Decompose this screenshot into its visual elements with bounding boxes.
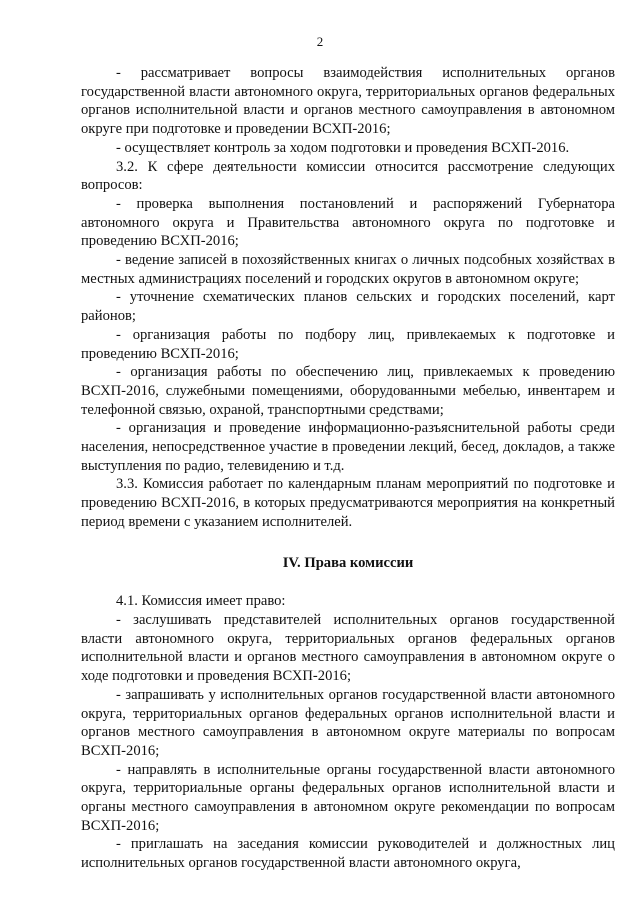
document-body [81,64,615,873]
paragraph: - направлять в исполнительные органы государственной власти автономного округа, территориальные органы федеральных органов исполнительной власти и органы местного самоуправления в автономном округе рекомендации по вопросам ВСХП-2016; [81,761,615,834]
section-heading: IV. Права комиссии [282,554,414,571]
paragraph: - рассматривает вопросы взаимодействия исполнительных органов государственной власти автономного округа, территориальных органов федеральных органов исполнительной власти и органов местного самоуправления в автономном округе при подготовке и проведении ВСХП-2016; [81,65,615,138]
paragraph: 3.2. К сфере деятельности комиссии относится рассмотрение следующих вопросов: [81,158,615,194]
paragraph: - организация работы по обеспечению лиц, привлекаемых к проведению ВСХП-2016, служебными помещениями, оборудованными мебелью, инвентарем и телефонной связью, охраной, транспортными средствами; [81,364,615,418]
paragraph: - организация работы по подбору лиц, привлекаемых к подготовке и проведению ВСХП-2016; [81,326,615,362]
paragraph: - проверка выполнения постановлений и распоряжений Губернатора автономного округа и Правительства автономного округа по подготовке и проведению ВСХП-2016; [81,195,615,250]
paragraph: - запрашивать у исполнительных органов государственной власти автономного округа, территориальных органов федеральных органов исполнительной власти и органов местного самоуправления в автономном округе материалы по вопросам ВСХП-2016; [81,686,615,759]
paragraph: - осуществляет контроль за ходом подготовки и проведения ВСХП-2016. [116,139,570,156]
paragraph: - организация и проведение информационно-разъяснительной работы среди населения, непосредственное участие в проведении лекций, бесед, докладов, а также выступления по радио, телевидению и т.д. [81,420,615,474]
paragraph: - заслушивать представителей исполнительных органов государственной власти автономного округа, территориальных органов федеральных органов исполнительной власти и органов местного самоуправления в автономном округе о ходе подготовки и проведения ВСХП-2016; [81,611,615,685]
paragraph: - ведение записей в похозяйственных книгах о личных подсобных хозяйствах в местных администрациях поселений и городских округов в автономном округе; [81,252,615,287]
paragraph: - приглашать на заседания комиссии руководителей и должностных лиц исполнительных органов государственной власти автономного округа, [81,836,615,872]
paragraph: 3.3. Комиссия работает по календарным планам мероприятий по подготовке и проведению ВСХП-2016, в которых предусматриваются мероприятия на конкретный период времени с указанием исполнителей. [81,476,615,530]
paragraph: 4.1. Комиссия имеет право: [116,593,286,610]
page-number: 2 [316,34,324,49]
paragraph: - уточнение схематических планов сельских и городских поселений, карт районов; [81,289,615,325]
